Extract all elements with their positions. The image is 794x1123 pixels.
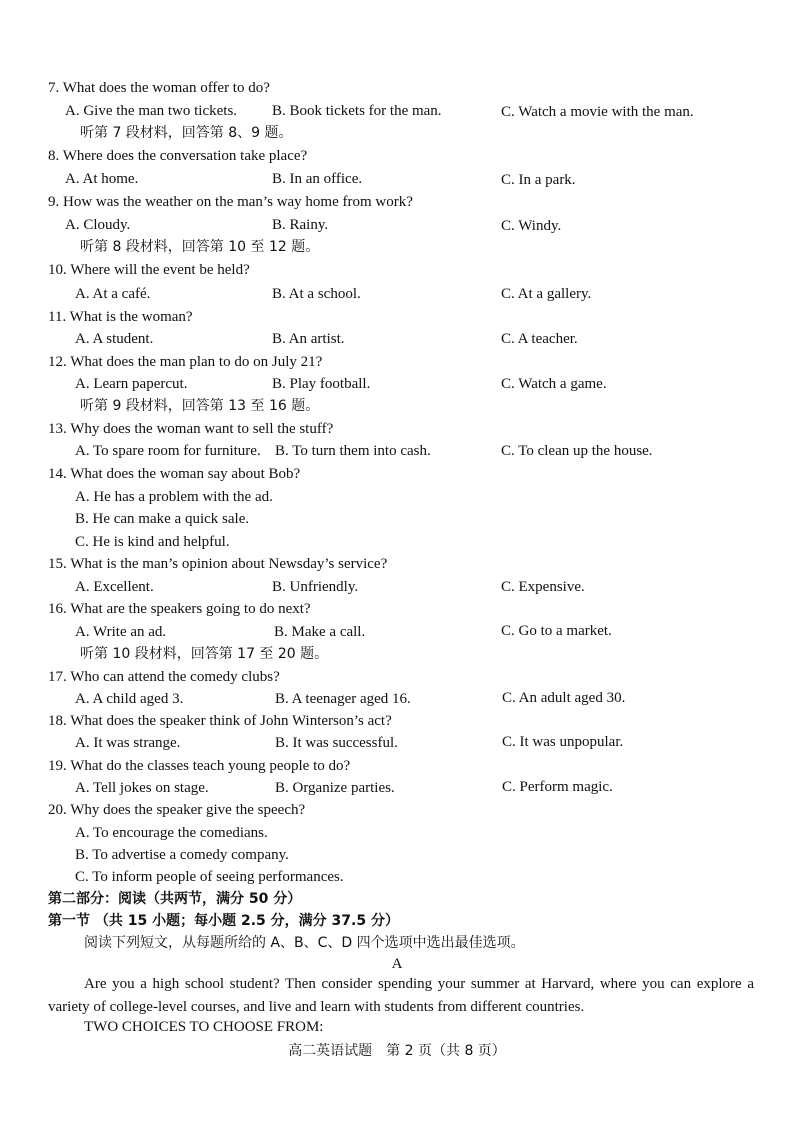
- question-15: 15. What is the man’s opinion about Newsday’s service?: [48, 556, 388, 572]
- q19-option-c: C. Perform magic.: [502, 779, 613, 795]
- q7-option-c: C. Watch a movie with the man.: [501, 104, 694, 120]
- q17-option-c: C. An adult aged 30.: [502, 690, 626, 706]
- q20-option-b: B. To advertise a comedy company.: [75, 847, 289, 863]
- question-9: 9. How was the weather on the man’s way home from work?: [48, 194, 413, 210]
- question-20: 20. Why does the speaker give the speech?: [48, 802, 306, 818]
- q13-option-a: A. To spare room for furniture.: [75, 443, 261, 459]
- question-16: 16. What are the speakers going to do next?: [48, 601, 311, 617]
- q14-option-a: A. He has a problem with the ad.: [75, 489, 273, 505]
- q16-option-b: B. Make a call.: [274, 624, 366, 640]
- q12-option-a: A. Learn papercut.: [75, 376, 188, 392]
- q13-option-b: B. To turn them into cash.: [275, 443, 431, 459]
- q16-option-c: C. Go to a market.: [501, 623, 612, 639]
- q16-option-a: A. Write an ad.: [75, 624, 167, 640]
- listening-instruction-seg8: 听第 8 段材料，回答第 10 至 12 题。: [80, 239, 320, 255]
- passage-paragraph: [48, 973, 754, 1019]
- question-17: 17. Who can attend the comedy clubs?: [48, 669, 280, 685]
- q9-option-c: C. Windy.: [501, 218, 562, 234]
- q10-option-c: C. At a gallery.: [501, 286, 592, 302]
- q17-option-a: A. A child aged 3.: [75, 691, 184, 707]
- q7-option-b: B. Book tickets for the man.: [272, 103, 442, 119]
- question-8: 8. Where does the conversation take place?: [48, 148, 308, 164]
- q15-option-c: C. Expensive.: [501, 579, 585, 595]
- passage-label: A: [391, 956, 403, 972]
- q18-option-a: A. It was strange.: [75, 735, 181, 751]
- question-12: 12. What does the man plan to do on July 21?: [48, 354, 323, 370]
- q11-option-b: B. An artist.: [272, 331, 345, 347]
- question-11: 11. What is the woman?: [48, 309, 193, 325]
- q8-option-c: C. In a park.: [501, 172, 576, 188]
- q9-option-b: B. Rainy.: [272, 217, 329, 233]
- q14-option-c: C. He is kind and helpful.: [75, 534, 230, 550]
- q18-option-b: B. It was successful.: [275, 735, 398, 751]
- q10-option-a: A. At a café.: [75, 286, 151, 302]
- passage-paragraph-text: Are you a high school student? Then consider spending your summer at Harvard, where you can explore a variety of college-level courses, and live and learn with students from different countries.: [48, 976, 754, 1015]
- q9-option-a: A. Cloudy.: [65, 217, 131, 233]
- question-10: 10. Where will the event be held?: [48, 262, 250, 278]
- q12-option-c: C. Watch a game.: [501, 376, 607, 392]
- q15-option-b: B. Unfriendly.: [272, 579, 359, 595]
- q15-option-a: A. Excellent.: [75, 579, 154, 595]
- q19-option-a: A. Tell jokes on stage.: [75, 780, 209, 796]
- question-7: 7. What does the woman offer to do?: [48, 80, 270, 96]
- q8-option-a: A. At home.: [65, 171, 139, 187]
- q10-option-b: B. At a school.: [272, 286, 361, 302]
- listening-instruction-seg9: 听第 9 段材料，回答第 13 至 16 题。: [80, 398, 320, 414]
- question-13: 13. Why does the woman want to sell the stuff?: [48, 421, 334, 437]
- q17-option-b: B. A teenager aged 16.: [275, 691, 411, 707]
- listening-instruction-seg10: 听第 10 段材料，回答第 17 至 20 题。: [80, 646, 329, 662]
- reading-instruction: 阅读下列短文，从每题所给的 A、B、C、D 四个选项中选出最佳选项。: [84, 935, 525, 951]
- q12-option-b: B. Play football.: [272, 376, 371, 392]
- listening-instruction-seg7: 听第 7 段材料，回答第 8、9 题。: [80, 125, 293, 141]
- q14-option-b: B. He can make a quick sale.: [75, 511, 250, 527]
- page-footer: 高二英语试题 第 2 页（共 8 页）: [288, 1043, 506, 1059]
- q11-option-c: C. A teacher.: [501, 331, 578, 347]
- question-19: 19. What do the classes teach young people to do?: [48, 758, 351, 774]
- q11-option-a: A. A student.: [75, 331, 154, 347]
- q13-option-c: C. To clean up the house.: [501, 443, 653, 459]
- q20-option-a: A. To encourage the comedians.: [75, 825, 268, 841]
- q7-option-a: A. Give the man two tickets.: [65, 103, 238, 119]
- question-14: 14. What does the woman say about Bob?: [48, 466, 301, 482]
- section1-heading: 第一节 （共 15 小题；每小题 2.5 分，满分 37.5 分）: [48, 913, 399, 929]
- part2-heading: 第二部分：阅读（共两节，满分 50 分）: [48, 891, 302, 907]
- choices-heading: TWO CHOICES TO CHOOSE FROM:: [84, 1019, 324, 1035]
- question-18: 18. What does the speaker think of John Winterson’s act?: [48, 713, 392, 729]
- q18-option-c: C. It was unpopular.: [502, 734, 624, 750]
- q19-option-b: B. Organize parties.: [275, 780, 395, 796]
- q20-option-c: C. To inform people of seeing performances.: [75, 869, 344, 885]
- q8-option-b: B. In an office.: [272, 171, 363, 187]
